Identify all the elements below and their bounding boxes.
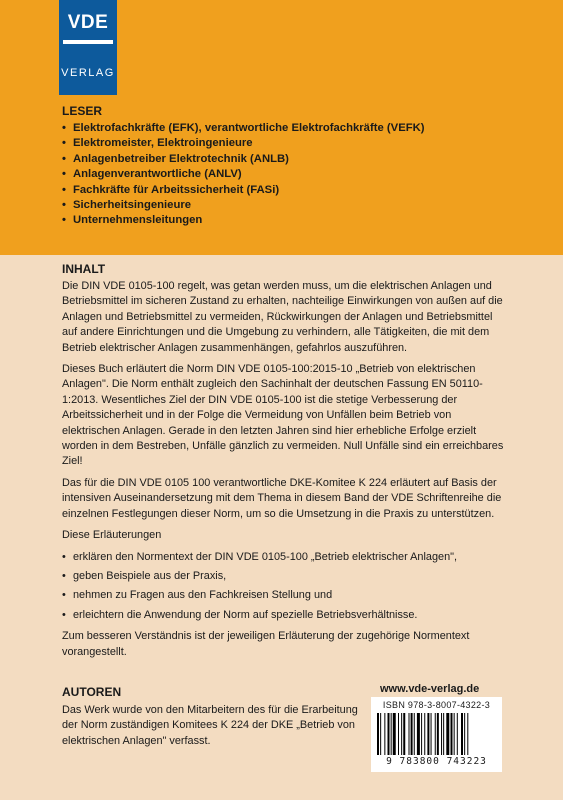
leser-item: • Elektromeister, Elektroingenieure	[62, 136, 532, 151]
erlaeuterungen-item: • erklären den Normentext der DIN VDE 0105-100 „Betrieb elektrischer Anlagen",	[62, 550, 510, 565]
vde-verlag-logo	[59, 0, 117, 95]
isbn-label: ISBN 978-3-8007-4322-3	[382, 700, 491, 710]
erlaeuterungen-item: • erleichtern die Anwendung der Norm auf spezielle Betriebsverhältnisse.	[62, 608, 510, 623]
autoren-section	[62, 685, 362, 749]
inhalt-paragraph-2: Dieses Buch erläutert die Norm DIN VDE 0105-100:2015-10 „Betrieb von elektrischen Anlagen". Die Norm enthält zugleich den Sachinhalt der deutschen Fassung EN 50110-1:2013. Wesentliches Ziel der DIN VDE 0105-100 ist die stetige Verbesserung der Arbeitssicherheit und in der Folge die Vermeidung von Unfällen beim Betrieb von elektrischen Anlagen. Gerade in den letzten Jahren sind hier erhebliche Erfolge erzielt worden in dem Bestreben, Unfälle gänzlich zu vermeiden. Null Unfälle sind ein erreichbares Ziel!	[62, 363, 504, 468]
leser-section	[62, 104, 532, 229]
leser-item: • Anlagenbetreiber Elektrotechnik (ANLB)	[62, 152, 532, 167]
leser-item: • Elektrofachkräfte (EFK), verantwortliche Elektrofachkräfte (VEFK)	[62, 121, 532, 136]
inhalt-paragraph-1: Die DIN VDE 0105-100 regelt, was getan werden muss, um die elektrischen Anlagen und Betriebsmittel im sicheren Zustand zu erhalten, nachteilige Einwirkungen von außen auf die Anlagen und Betriebsmittel zu vermeiden, Rückwirkungen der Anlagen und Betriebsmittel auf andere Einrichtungen und die Umgebung zu verhindern, alle Tätigkeiten, die mit dem Betrieb elektrischer Anlagen zusammenhängen, gefahrlos auszuführen.	[62, 280, 503, 354]
autoren-text: Das Werk wurde von den Mitarbeitern des für die Erarbeitung der Norm zuständigen Komitees K 224 der DKE „Betrieb von elektrischen Anlagen" verfasst.	[62, 704, 358, 747]
leser-item: • Sicherheitsingenieure	[62, 198, 532, 213]
logo-sub: VERLAG	[61, 67, 115, 79]
website-link[interactable]: www.vde-verlag.de	[380, 683, 480, 695]
logo-divider	[63, 40, 113, 44]
leser-item: • Anlagenverantwortliche (ANLV)	[62, 167, 532, 182]
autoren-heading: AUTOREN	[62, 685, 122, 699]
barcode-bars	[377, 713, 497, 755]
erlaeuterungen-item: • geben Beispiele aus der Praxis,	[62, 569, 510, 584]
leser-heading: LESER	[62, 104, 103, 118]
leser-list	[62, 121, 532, 229]
inhalt-heading: INHALT	[62, 262, 106, 276]
logo-brand: VDE	[67, 12, 109, 33]
barcode	[371, 697, 502, 772]
inhalt-paragraph-4: Diese Erläuterungen	[62, 529, 162, 542]
barcode-digits: 9 783800 743223	[386, 756, 487, 767]
inhalt-paragraph-3: Das für die DIN VDE 0105 100 verantwortliche DKE-Komitee K 224 erläutert auf Basis der intensiven Auseinandersetzung mit dem Thema in diesem Band der VDE Schriftenreihe die einzelnen Festlegungen dieser Norm, um so die Umsetzung in die Praxis zu unterstützen.	[62, 476, 502, 520]
inhalt-section	[62, 262, 510, 666]
erlaeuterungen-list	[62, 550, 510, 624]
leser-item: • Fachkräfte für Arbeitssicherheit (FASi)	[62, 183, 532, 198]
leser-item: • Unternehmensleitungen	[62, 213, 532, 228]
inhalt-paragraph-5: Zum besseren Verständnis ist der jeweiligen Erläuterung der zugehörige Normentext vorangestellt.	[62, 630, 470, 658]
erlaeuterungen-item: • nehmen zu Fragen aus den Fachkreisen Stellung und	[62, 588, 510, 603]
